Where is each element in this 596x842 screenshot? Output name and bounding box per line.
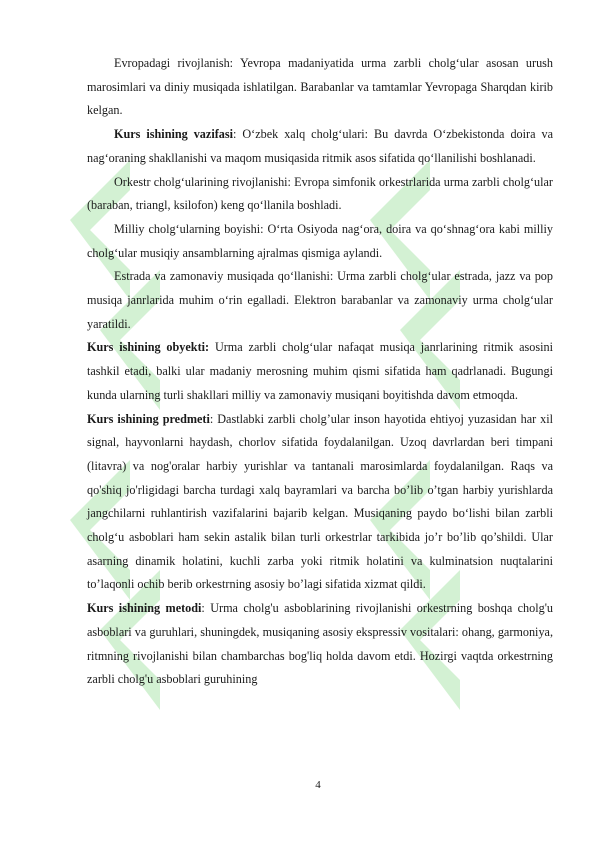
page-number: 4 xyxy=(315,779,321,791)
paragraph-subject xyxy=(87,408,553,598)
paragraph-tasks xyxy=(87,123,553,170)
paragraph-text: Milliy cholg‘ularning boyishi: O‘rta Osiyoda nag‘ora, doira va qo‘shnag‘ora kabi milliy cholg‘ular musiqiy ansamblarning ajralmas qismiga aylandi. xyxy=(87,221,553,260)
paragraph-europe xyxy=(87,52,553,123)
paragraph-heading: Kurs ishining predmeti xyxy=(87,411,210,426)
paragraph-estrada xyxy=(87,265,553,336)
paragraph-heading: Kurs ishining vazifasi xyxy=(114,127,233,142)
paragraph-text: : Urma cholg'u asboblarining rivojlanishi orkestrning boshqa cholg'u asboblari va guruhlari, shuningdek, musiqaning asosiy ekspressiv vositalari: ohang, garmoniya, ritmning rivojlanishi bilan chambarchas bog'liq holda davom etdi. Hozirgi vaqtda orkestrning zarbli cholg'u asboblari guruhining xyxy=(87,601,553,687)
paragraph-text: Estrada va zamonaviy musiqada qo‘llanishi: Urma zarbli cholg‘ular estrada, jazz va pop musiqa janrlarida muhim o‘rin egalladi. Elektron barabanlar va zamonaviy urma cholg‘ular yaratildi. xyxy=(87,269,553,331)
document-body xyxy=(87,52,553,692)
paragraph-method xyxy=(87,597,553,692)
paragraph-text: Orkestr cholg‘ularining rivojlanishi: Evropa simfonik orkestrlarida urma zarbli cholg‘ular (baraban, triangl, ksilofon) keng qo‘llanila boshladi. xyxy=(87,174,553,213)
paragraph-object xyxy=(87,336,553,407)
paragraph-text: Urma zarbli cholg‘ular nafaqat musiqa janrlarining ritmik asosini tashkil etadi, balki ular madaniy merosning muhim qismi sifatida ham qadrlanadi. Bugungi kunda ularning turli shakllari milliy va zamonaviy musiqani boyitishda davom etmoqda. xyxy=(87,340,553,402)
paragraph-orchestra xyxy=(87,171,553,218)
paragraph-text: Evropadagi rivojlanish: Yevropa madaniyatida urma zarbli cholg‘ular asosan urush marosimlari va diniy musiqada ishlatilgan. Barabanlar va tamtamlar Yevropaga Sharqdan kirib kelgan. xyxy=(87,56,553,118)
paragraph-heading: Kurs ishining obyekti: xyxy=(87,340,210,355)
paragraph-heading: Kurs ishining metodi xyxy=(87,601,202,616)
paragraph-national xyxy=(87,218,553,265)
paragraph-text: : Dastlabki zarbli cholg’ular inson hayotida ehtiyoj yuzasidan har xil signal, hayvonlarni haydash, chorlov sifatida foydalanilgan. Uzoq davrlardan beri timpani (litavra) va nog'oralar harbiy yurishlar va tantanali marosimlarda foydalanilgan. Raqs va qo'shiq jo'rligidagi barcha turdagi xalq bayramlari va barcha bo’lib o’tgan harbiy yurishlarda jangchilarni ruhlantirish vazifalarini bajarib kelgan. Musiqaning paydo bo‘lishi bilan zarbli cholg‘u asboblari ham sekin astalik bilan turli orkestrlar tarkibida jo’r bo’lib qo’shildi. Ular asarning dinamik holatini, kuchli zarba yoki ritmik holatini va kulminatsion nuqtalarini to’laqonli ochib berib orkestrning asosiy bo’lagi sifatida xizmat qildi. xyxy=(87,411,554,592)
paragraph-text: : O‘zbek xalq cholg‘ulari: Bu davrda O‘zbekistonda doira va nag‘oraning shakllanishi va maqom musiqasida ritmik asos sifatida qo‘llanilishi boshlanadi. xyxy=(87,127,553,165)
